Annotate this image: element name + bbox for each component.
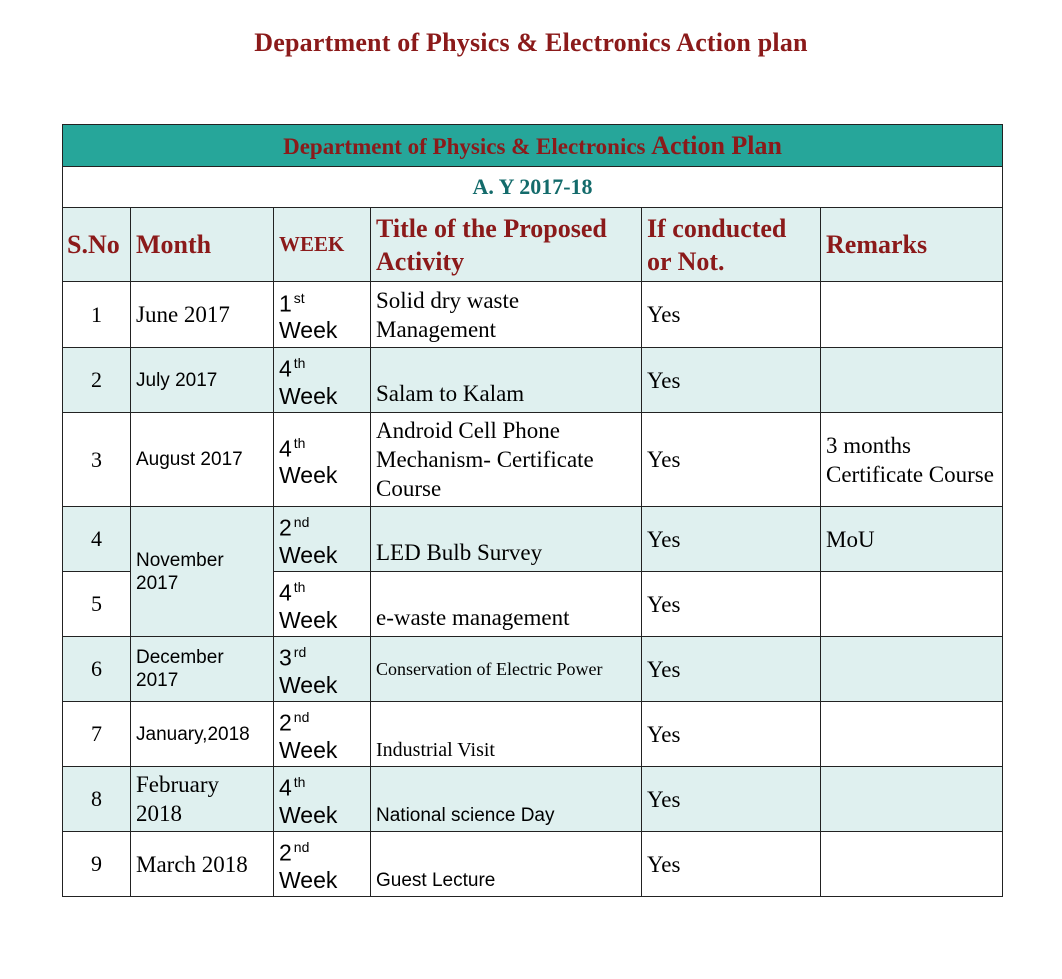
cell-conducted: Yes <box>642 767 821 832</box>
week-word: Week <box>279 606 338 633</box>
week-number: 2 <box>279 839 292 866</box>
week-word: Week <box>279 462 338 489</box>
cell-conducted: Yes <box>642 282 821 348</box>
cell-conducted: Yes <box>642 413 821 507</box>
week-suffix: st <box>293 289 305 306</box>
table-row <box>63 507 1003 572</box>
cell-remarks: 3 months Certificate Course <box>821 413 1003 507</box>
week-number: 1 <box>279 290 292 317</box>
cell-remarks: MoU <box>821 507 1003 572</box>
cell-activity: Guest Lecture <box>371 832 642 897</box>
cell-activity: e-waste management <box>371 572 642 637</box>
header-week: WEEK <box>274 208 371 282</box>
cell-sno: 7 <box>63 702 131 767</box>
cell-sno: 8 <box>63 767 131 832</box>
page-title: Department of Physics & Electronics Action plan <box>254 28 808 57</box>
cell-month: January,2018 <box>131 702 274 767</box>
cell-month: March 2018 <box>131 832 274 897</box>
week-suffix: nd <box>293 839 310 856</box>
week-number: 3 <box>279 644 292 671</box>
cell-conducted: Yes <box>642 348 821 413</box>
column-header-row <box>63 208 1003 282</box>
cell-sno: 9 <box>63 832 131 897</box>
cell-activity: LED Bulb Survey <box>371 507 642 572</box>
cell-activity: National science Day <box>371 767 642 832</box>
week-number: 4 <box>279 579 292 606</box>
cell-month: November 2017 <box>131 507 274 637</box>
week-number: 4 <box>279 355 292 382</box>
cell-remarks <box>821 348 1003 413</box>
cell-week <box>274 832 371 897</box>
cell-activity: Solid dry waste Management <box>371 282 642 348</box>
header-remarks: Remarks <box>821 208 1003 282</box>
cell-week <box>274 702 371 767</box>
cell-sno: 3 <box>63 413 131 507</box>
cell-activity: Android Cell Phone Mechanism- Certificate Course <box>371 413 642 507</box>
cell-month: August 2017 <box>131 413 274 507</box>
cell-week <box>274 413 371 507</box>
week-number: 2 <box>279 514 292 541</box>
cell-month: June 2017 <box>131 282 274 348</box>
table-banner <box>63 125 1003 167</box>
week-suffix: nd <box>293 514 310 531</box>
action-plan-table <box>62 124 1003 897</box>
week-word: Week <box>279 541 338 568</box>
cell-sno: 5 <box>63 572 131 637</box>
header-activity-title: Title of the Proposed Activity <box>371 208 642 282</box>
table-row <box>63 348 1003 413</box>
cell-remarks <box>821 702 1003 767</box>
cell-conducted: Yes <box>642 572 821 637</box>
cell-month: July 2017 <box>131 348 274 413</box>
week-number: 4 <box>279 435 292 462</box>
cell-activity: Conservation of Electric Power <box>371 637 642 702</box>
cell-sno: 6 <box>63 637 131 702</box>
cell-week <box>274 572 371 637</box>
table-row <box>63 637 1003 702</box>
week-suffix: rd <box>293 644 307 661</box>
cell-remarks <box>821 282 1003 348</box>
academic-year: A. Y 2017-18 <box>63 167 1003 208</box>
cell-sno: 1 <box>63 282 131 348</box>
cell-conducted: Yes <box>642 832 821 897</box>
cell-remarks <box>821 637 1003 702</box>
cell-activity: Salam to Kalam <box>371 348 642 413</box>
week-suffix: th <box>293 579 306 596</box>
cell-conducted: Yes <box>642 637 821 702</box>
cell-month: February 2018 <box>131 767 274 832</box>
banner-prefix: Department of Physics & Electronics <box>283 133 646 159</box>
cell-week <box>274 507 371 572</box>
cell-remarks <box>821 767 1003 832</box>
cell-week <box>274 767 371 832</box>
week-word: Week <box>279 671 338 698</box>
table-row <box>63 702 1003 767</box>
cell-month: December 2017 <box>131 637 274 702</box>
week-suffix: th <box>293 355 306 372</box>
cell-remarks <box>821 832 1003 897</box>
cell-sno: 2 <box>63 348 131 413</box>
week-word: Week <box>279 801 338 828</box>
cell-activity: Industrial Visit <box>371 702 642 767</box>
cell-conducted: Yes <box>642 507 821 572</box>
cell-week <box>274 348 371 413</box>
header-conducted: If conducted or Not. <box>642 208 821 282</box>
table-row <box>63 832 1003 897</box>
banner-suffix: Action Plan <box>651 130 782 160</box>
week-word: Week <box>279 866 338 893</box>
week-word: Week <box>279 736 338 763</box>
header-month: Month <box>131 208 274 282</box>
week-number: 2 <box>279 709 292 736</box>
week-suffix: th <box>293 774 306 791</box>
cell-sno: 4 <box>63 507 131 572</box>
cell-week <box>274 637 371 702</box>
cell-remarks <box>821 572 1003 637</box>
cell-conducted: Yes <box>642 702 821 767</box>
week-suffix: nd <box>293 709 310 726</box>
week-number: 4 <box>279 774 292 801</box>
cell-week <box>274 282 371 348</box>
table-row <box>63 413 1003 507</box>
table-row <box>63 282 1003 348</box>
header-sno: S.No <box>63 208 131 282</box>
week-suffix: th <box>293 434 306 451</box>
week-word: Week <box>279 382 338 409</box>
table-row <box>63 767 1003 832</box>
week-word: Week <box>279 317 338 344</box>
